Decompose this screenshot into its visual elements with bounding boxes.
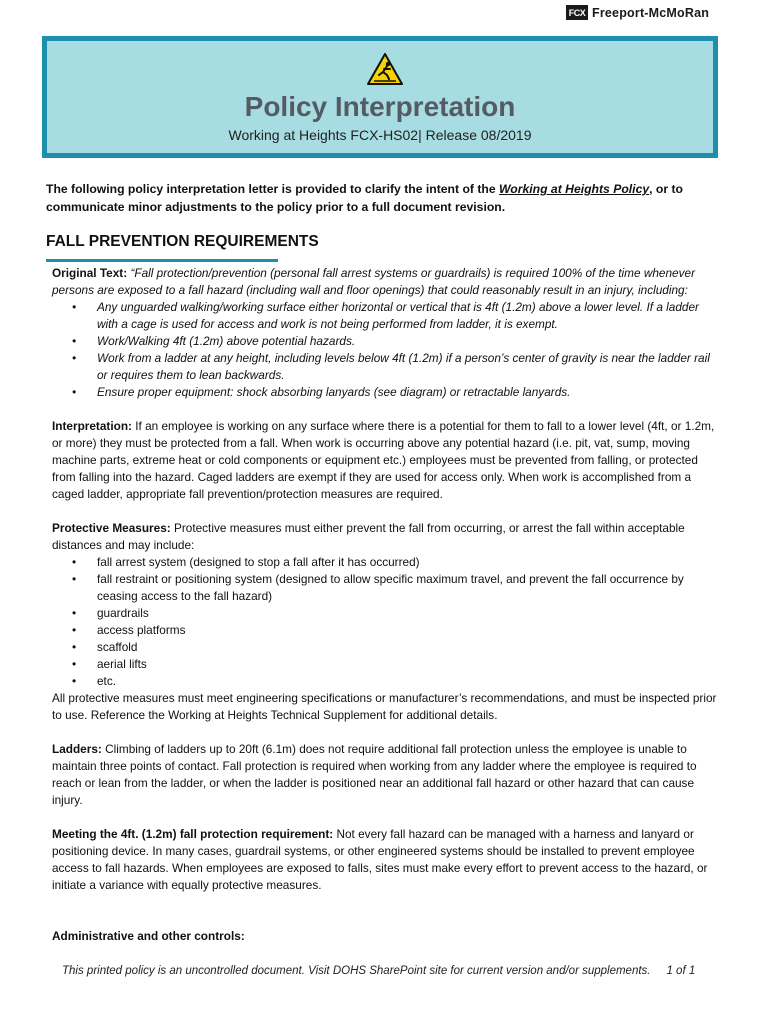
ladders-paragraph <box>52 741 722 809</box>
original-bullet-item: • Work from a ladder at any height, including levels below 4ft (1.2m) if a person’s center of gravity is near the ladder rail or requires them to lean backwards. <box>52 350 722 384</box>
protective-bullet-item: • fall arrest system (designed to stop a fall after it has occurred) <box>52 554 722 571</box>
meeting-requirement-paragraph <box>52 826 722 894</box>
meeting-requirement-label: Meeting the 4ft. (1.2m) fall protection requirement: <box>52 827 334 841</box>
logo-text: Freeport-McMoRan <box>592 5 710 20</box>
original-bullet-item: • Work/Walking 4ft (1.2m) above potential hazards. <box>52 333 722 350</box>
protective-measures-label: Protective Measures: <box>52 521 171 535</box>
policy-content <box>52 265 722 945</box>
title-banner <box>42 36 718 158</box>
protective-bullet-list <box>52 554 722 690</box>
page-title: Policy Interpretation <box>244 91 516 122</box>
protective-bullet-item: • aerial lifts <box>52 656 722 673</box>
interpretation-paragraph <box>52 418 722 503</box>
page-footer: This printed policy is an uncontrolled document. Visit DOHS SharePoint site for current version and/or supplements. 1 of 1 <box>62 965 696 977</box>
protective-bullet-item: • fall restraint or positioning system (designed to allow specific maximum travel, and prevent the fall occurrence by ceasing access to the fall hazard) <box>52 571 722 605</box>
intro-text-after: , or to communicate minor adjustments to the policy prior to a full document revision. <box>46 182 683 214</box>
protective-measures-body: Protective measures must either prevent the fall from occurring, or arrest the fall within acceptable distances and may include: <box>52 521 685 552</box>
admin-controls-label: Administrative and other controls: <box>52 929 245 943</box>
protective-measures-note: All protective measures must meet engineering specifications or manufacturer’s recommendations, and must be inspected prior to use. Reference the Working at Heights Technical Supplement for additional details. <box>52 691 717 722</box>
original-text-body: “Fall protection/prevention (personal fall arrest systems or guardrails) is required 100% of the time whenever persons are exposed to a fall hazard (including wall and floor openings) that could reasonably result in an injury, including: <box>52 266 695 297</box>
intro-paragraph <box>46 180 726 216</box>
original-text-label: Original Text: <box>52 266 128 280</box>
slip-fall-warning-icon <box>367 53 403 85</box>
ladders-label: Ladders: <box>52 742 102 756</box>
section-underline <box>46 259 278 262</box>
policy-link[interactable]: Working at Heights Policy <box>499 182 650 196</box>
protective-bullet-item: • guardrails <box>52 605 722 622</box>
admin-controls-heading <box>52 928 722 945</box>
intro-text-before: The following policy interpretation letter is provided to clarify the intent of the <box>46 182 500 196</box>
protective-bullet-item: • scaffold <box>52 639 722 656</box>
logo-mark: FCX <box>566 5 588 20</box>
page-subtitle: Working at Heights FCX-HS02| Release 08/2019 <box>228 127 532 143</box>
original-text-paragraph <box>52 265 722 299</box>
original-bullet-list <box>52 299 722 401</box>
interpretation-body: If an employee is working on any surface where there is a potential for them to fall to a lower level (4ft, or 1.2m, or more) they must be protected from a fall. When work is occurring above any potential hazard (i.e. pit, vat, sump, moving machine parts, extreme heat or cold components or equipment etc.) employees must be prevented from falling, or protected from falling into the hazard. Caged ladders are exempt if they are used for access only. When work is accomplished from a caged ladder, appropriate fall prevention/protection measures are required. <box>52 419 715 501</box>
protective-measures-paragraph <box>52 520 722 554</box>
protective-bullet-item: • access platforms <box>52 622 722 639</box>
meeting-requirement-body: Not every fall hazard can be managed with a harness and lanyard or positioning device. In many cases, guardrail systems, or other engineered systems should be installed to prevent employee access to fall hazards. When employees are exposed to falls, sites must make every effort to prevent access to the hazard, or initiate a variance with equally protective measures. <box>52 827 708 892</box>
ladders-body: Climbing of ladders up to 20ft (6.1m) does not require additional fall protection unless the employee is unable to maintain three points of contact. Fall protection is required when working from any ladder where the employee is required to reach or lean from the ladder, or when the ladder is positioned near an additional fall hazard or other hazard that can cause injury. <box>52 742 697 807</box>
original-bullet-item: • Ensure proper equipment: shock absorbing lanyards (see diagram) or retractable lanyards. <box>52 384 722 401</box>
interpretation-label: Interpretation: <box>52 419 132 433</box>
original-bullet-item: • Any unguarded walking/working surface either horizontal or vertical that is 4ft (1.2m) above a lower level. If a ladder with a cage is used for access and work is not being performed from ladder, it is exempt. <box>52 299 722 333</box>
protective-bullet-item: • etc. <box>52 673 722 690</box>
company-logo <box>566 5 709 20</box>
section-heading: FALL PREVENTION REQUIREMENTS <box>46 233 319 250</box>
